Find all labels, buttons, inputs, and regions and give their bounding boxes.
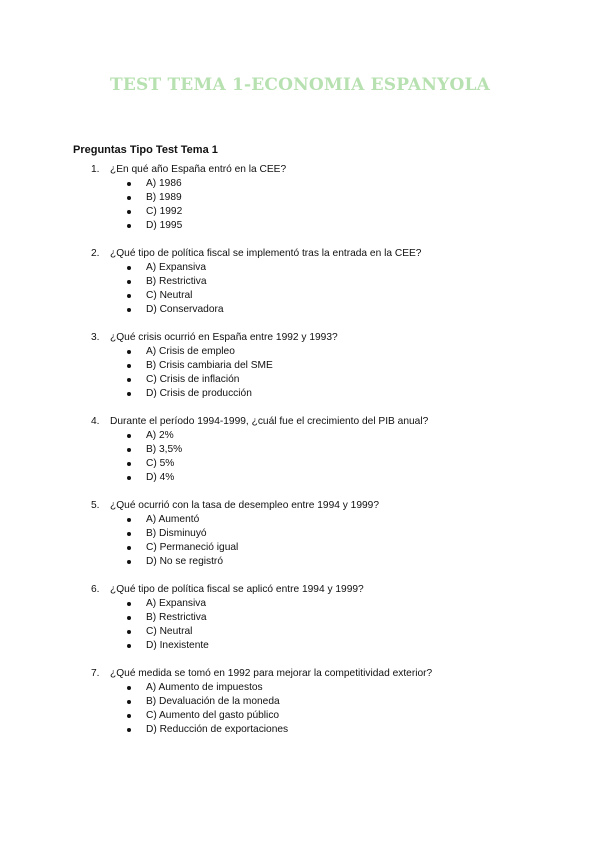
question-item — [0, 583, 600, 653]
option-text: B) Restrictiva — [146, 612, 207, 623]
bullet-icon — [127, 560, 131, 564]
question-number: 6. — [91, 584, 100, 595]
question-number: 1. — [91, 164, 100, 175]
bullet-icon — [127, 182, 131, 186]
option-item — [0, 373, 600, 387]
option-text: A) 1986 — [146, 178, 182, 189]
question-number: 3. — [91, 332, 100, 343]
bullet-icon — [127, 714, 131, 718]
bullet-icon — [127, 602, 131, 606]
question-text: ¿En qué año España entró en la CEE? — [110, 164, 287, 175]
option-item — [0, 443, 600, 457]
option-list — [0, 597, 600, 653]
option-text: B) Disminuyó — [146, 528, 207, 539]
question-item — [0, 163, 600, 233]
bullet-icon — [127, 294, 131, 298]
option-list — [0, 681, 600, 737]
option-text: C) Neutral — [146, 626, 193, 637]
question-text: ¿Qué ocurrió con la tasa de desempleo entre 1994 y 1999? — [110, 500, 380, 511]
option-item — [0, 555, 600, 569]
option-text: A) 2% — [146, 430, 174, 441]
option-item — [0, 625, 600, 639]
option-text: A) Aumento de impuestos — [146, 682, 263, 693]
option-text: A) Crisis de empleo — [146, 346, 235, 357]
question-text: ¿Qué medida se tomó en 1992 para mejorar la competitividad exterior? — [110, 668, 433, 679]
option-text: C) 5% — [146, 458, 175, 469]
bullet-icon — [127, 462, 131, 466]
option-text: B) 1989 — [146, 192, 182, 203]
option-text: B) 3,5% — [146, 444, 183, 455]
option-text: B) Crisis cambiaria del SME — [146, 360, 273, 371]
question-item — [0, 331, 600, 401]
bullet-icon — [127, 392, 131, 396]
option-text: C) Crisis de inflación — [146, 374, 240, 385]
question-line — [0, 499, 600, 513]
question-text: ¿Qué crisis ocurrió en España entre 1992 y 1993? — [110, 332, 338, 343]
question-line — [0, 583, 600, 597]
option-item — [0, 597, 600, 611]
option-text: D) 4% — [146, 472, 175, 483]
document-title: TEST TEMA 1-ECONOMIA ESPANYOLA — [110, 75, 490, 95]
bullet-icon — [127, 546, 131, 550]
option-item — [0, 191, 600, 205]
option-list — [0, 345, 600, 401]
bullet-icon — [127, 518, 131, 522]
question-line — [0, 163, 600, 177]
bullet-icon — [127, 434, 131, 438]
option-item — [0, 611, 600, 625]
option-item — [0, 527, 600, 541]
question-number: 5. — [91, 500, 100, 511]
question-line — [0, 667, 600, 681]
option-item — [0, 513, 600, 527]
option-text: C) Aumento del gasto público — [146, 710, 280, 721]
option-text: C) Neutral — [146, 290, 193, 301]
bullet-icon — [127, 280, 131, 284]
option-text: D) Reducción de exportaciones — [146, 724, 289, 735]
bullet-icon — [127, 616, 131, 620]
bullet-icon — [127, 448, 131, 452]
option-text: A) Expansiva — [146, 598, 207, 609]
option-text: C) Permaneció igual — [146, 542, 239, 553]
question-line — [0, 331, 600, 345]
question-list — [0, 163, 600, 751]
option-list — [0, 261, 600, 317]
option-item — [0, 457, 600, 471]
option-item — [0, 387, 600, 401]
question-item — [0, 667, 600, 737]
option-item — [0, 723, 600, 737]
option-item — [0, 429, 600, 443]
option-text: A) Expansiva — [146, 262, 207, 273]
bullet-icon — [127, 630, 131, 634]
option-list — [0, 177, 600, 233]
bullet-icon — [127, 308, 131, 312]
option-text: D) Inexistente — [146, 640, 209, 651]
bullet-icon — [127, 532, 131, 536]
bullet-icon — [127, 196, 131, 200]
option-text: D) No se registró — [146, 556, 223, 567]
option-text: D) 1995 — [146, 220, 183, 231]
option-item — [0, 541, 600, 555]
option-list — [0, 513, 600, 569]
option-item — [0, 261, 600, 275]
bullet-icon — [127, 476, 131, 480]
option-text: C) 1992 — [146, 206, 183, 217]
question-item — [0, 499, 600, 569]
option-item — [0, 177, 600, 191]
option-item — [0, 359, 600, 373]
option-item — [0, 709, 600, 723]
question-line — [0, 415, 600, 429]
question-number: 4. — [91, 416, 100, 427]
option-item — [0, 205, 600, 219]
question-item — [0, 247, 600, 317]
option-item — [0, 219, 600, 233]
bullet-icon — [127, 224, 131, 228]
option-item — [0, 303, 600, 317]
question-line — [0, 247, 600, 261]
bullet-icon — [127, 700, 131, 704]
option-text: A) Aumentó — [146, 514, 200, 525]
option-item — [0, 639, 600, 653]
option-text: B) Restrictiva — [146, 276, 207, 287]
bullet-icon — [127, 378, 131, 382]
option-text: D) Conservadora — [146, 304, 224, 315]
question-text: ¿Qué tipo de política fiscal se implementó tras la entrada en la CEE? — [110, 248, 422, 259]
option-item — [0, 289, 600, 303]
option-item — [0, 681, 600, 695]
question-text: Durante el período 1994-1999, ¿cuál fue el crecimiento del PIB anual? — [110, 416, 429, 427]
section-heading: Preguntas Tipo Test Tema 1 — [73, 144, 218, 156]
option-item — [0, 345, 600, 359]
question-number: 2. — [91, 248, 100, 259]
bullet-icon — [127, 266, 131, 270]
option-text: D) Crisis de producción — [146, 388, 252, 399]
bullet-icon — [127, 644, 131, 648]
bullet-icon — [127, 210, 131, 214]
bullet-icon — [127, 686, 131, 690]
question-text: ¿Qué tipo de política fiscal se aplicó entre 1994 y 1999? — [110, 584, 364, 595]
option-text: B) Devaluación de la moneda — [146, 696, 280, 707]
question-item — [0, 415, 600, 485]
question-number: 7. — [91, 668, 100, 679]
bullet-icon — [127, 364, 131, 368]
option-item — [0, 275, 600, 289]
option-item — [0, 471, 600, 485]
bullet-icon — [127, 350, 131, 354]
option-item — [0, 695, 600, 709]
bullet-icon — [127, 728, 131, 732]
option-list — [0, 429, 600, 485]
